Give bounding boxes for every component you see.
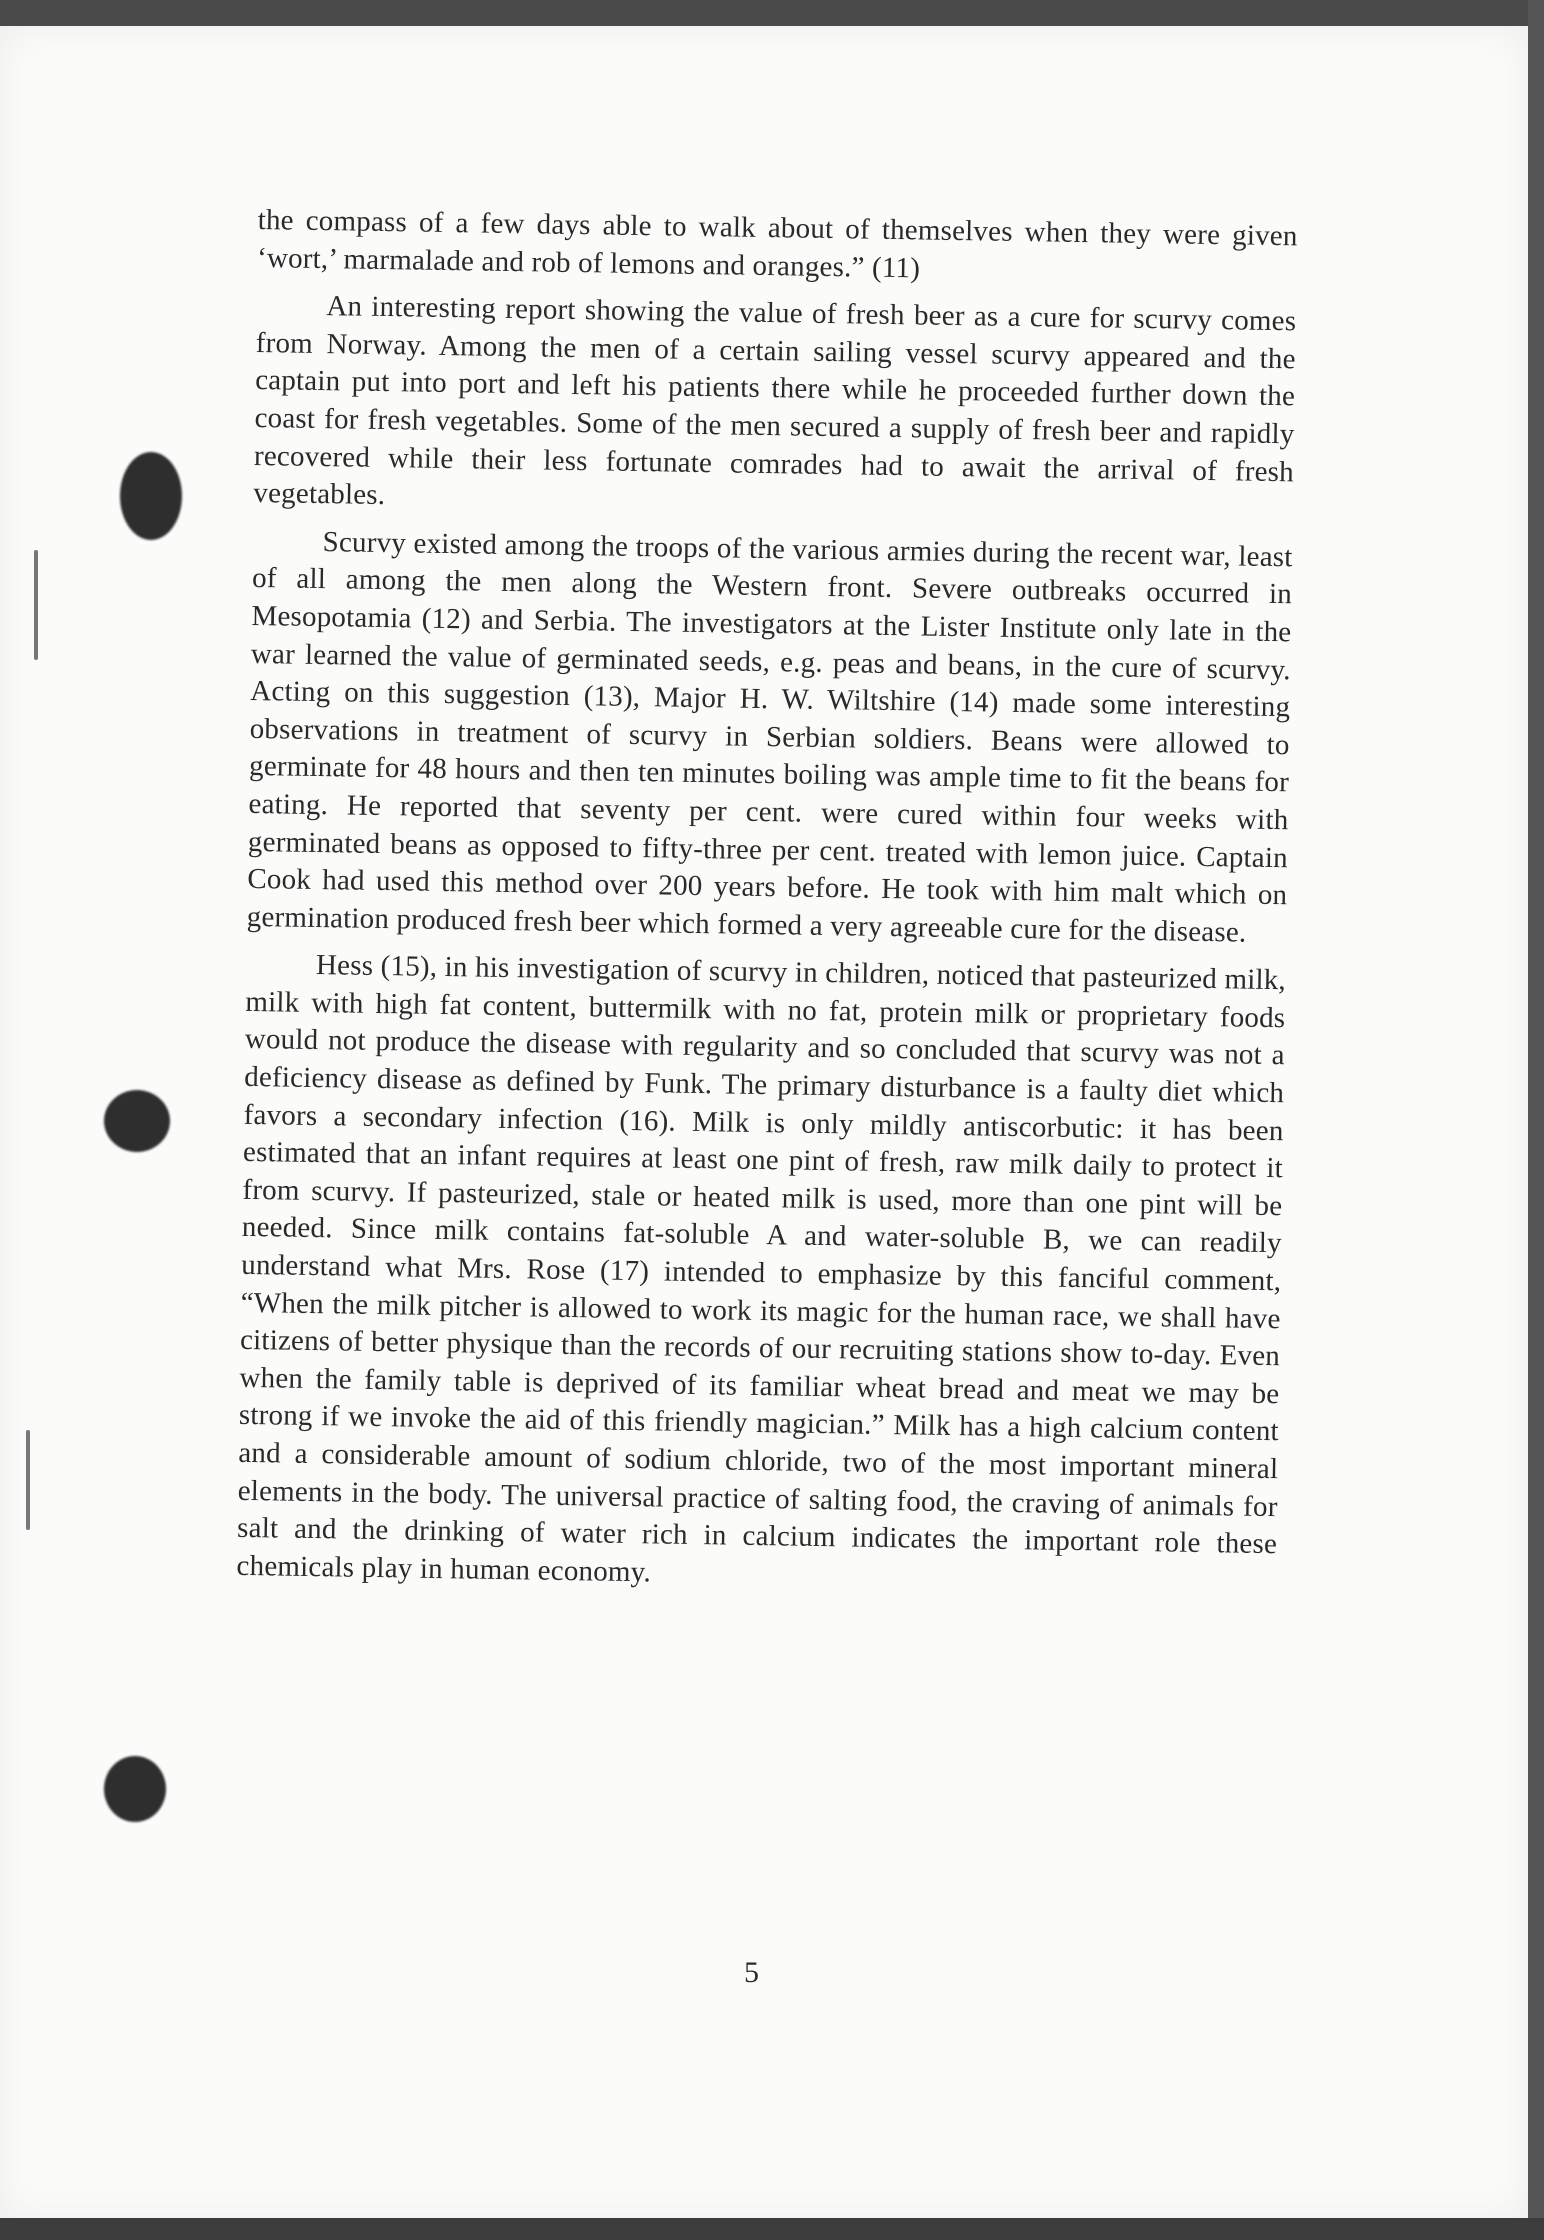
paragraph: Hess (15), in his investigation of scurvy in children, noticed that pasteurized milk, milk with high fat content, buttermilk with no fat, protein milk or proprietary foods would not produce the disease with regularity and so concluded that scurvy was not a deficiency disease as defined by Funk. The primary disturbance is a faulty diet which favors a secondary infection (16). Milk is only mildly antiscorbutic: it has been estimated that an infant requires at least one pint of fresh, raw milk daily to protect it from scurvy. If pasteurized, stale or heated milk is used, more than one pint will be needed. Since milk contains fat-soluble A and water-soluble B, we can readily understand what Mrs. Rose (17) intended to emphasize by this fanciful comment, “When the milk pitcher is allowed to work its magic for the human race, we shall have citizens of better physique than the records of our recruiting stations show to-day. Even when the family table is deprived of its familiar wheat bread and meat we may be strong if we invoke the aid of this friendly magician.” Milk has a high calcium content and a considerable amount of sodium chloride, two of the most important mineral elements in the body. The universal practice of salting food, the craving of animals for salt and the drinking of water rich in calcium indicates the important role these chemicals play in human economy.: [236, 949, 1287, 1589]
punch-hole-bottom: [104, 1756, 166, 1822]
paragraph: An interesting report showing the value of fresh beer as a cure for scurvy comes from Norway. Among the men of a certain sailing vessel scurvy appeared and the captain put into port and left his patients there while he proceeded further down the coast for fresh vegetables. Some of the men secured a supply of fresh beer and rapidly recovered while their less fortunate comrades had to await the arrival of fresh vegetables.: [253, 290, 1297, 512]
edge-mark: [34, 550, 38, 660]
punch-hole-top: [120, 452, 182, 540]
punch-hole-middle: [104, 1090, 170, 1152]
scan-bottom-border: [0, 2218, 1544, 2240]
scan-top-border: [0, 0, 1544, 28]
scan-right-border: [1528, 0, 1544, 2240]
page-number: 5: [744, 1956, 759, 1989]
edge-mark: [26, 1430, 30, 1530]
body-text: [236, 202, 1298, 1612]
paragraph: the compass of a few days able to walk about of themselves when they were given ‘wort,’ marmalade and rob of lemons and oranges.” (11): [256, 203, 1298, 284]
paragraph: Scurvy existed among the troops of the various armies during the recent war, least of all among the men along the Western front. Severe outbreaks occurred in Mesopotamia (12) and Serbia. The investigators at the Lister Institute only late in the war learned the value of germinated seeds, e.g. peas and beans, in the cure of scurvy. Acting on this suggestion (13), Major H. W. Wiltshire (14) made some interesting observations in treatment of scurvy in Serbian soldiers. Beans were allowed to germinate for 48 hours and then ten minutes boiling was ample time to fit the beans for eating. He reported that seventy per cent. were cured within four weeks with germinated beans as opposed to fifty-three per cent. treated with lemon juice. Captain Cook had used this method over 200 years before. He took with him malt which on germination produced fresh beer which formed a very agreeable cure for the disease.: [246, 525, 1293, 949]
